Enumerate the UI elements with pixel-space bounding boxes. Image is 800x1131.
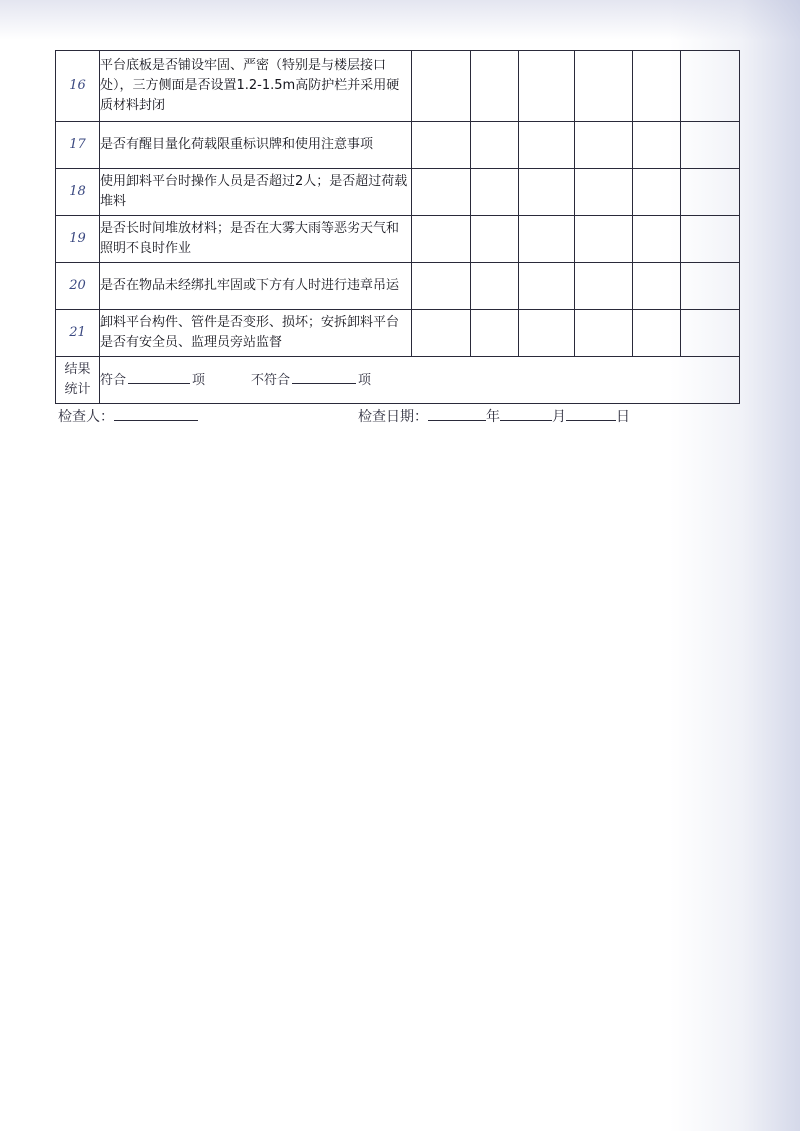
check-cell[interactable] <box>575 122 633 169</box>
check-cell[interactable] <box>412 216 471 263</box>
table-row <box>56 169 740 216</box>
check-cell[interactable] <box>471 263 519 310</box>
item-content: 是否在物品未经绑扎牢固或下方有人时进行违章吊运 <box>100 263 412 310</box>
check-cell[interactable] <box>633 169 681 216</box>
table-row <box>56 310 740 357</box>
check-cell[interactable] <box>519 216 575 263</box>
item-number: 17 <box>56 122 100 169</box>
result-label <box>56 357 100 404</box>
check-cell[interactable] <box>519 122 575 169</box>
check-cell[interactable] <box>471 310 519 357</box>
check-cell[interactable] <box>633 310 681 357</box>
table-row <box>56 51 740 122</box>
year-blank[interactable] <box>428 406 486 421</box>
item-number: 19 <box>56 216 100 263</box>
month-blank[interactable] <box>500 406 552 421</box>
check-cell[interactable] <box>471 122 519 169</box>
item-content: 使用卸料平台时操作人员是否超过2人；是否超过荷载堆料 <box>100 169 412 216</box>
check-cell[interactable] <box>519 51 575 122</box>
date-label: 检查日期： <box>358 409 428 425</box>
check-cell[interactable] <box>575 216 633 263</box>
check-cell[interactable] <box>519 169 575 216</box>
item-number: 18 <box>56 169 100 216</box>
check-cell[interactable] <box>471 51 519 122</box>
item-number: 16 <box>56 51 100 122</box>
item-number: 20 <box>56 263 100 310</box>
remark-cell[interactable] <box>681 263 740 310</box>
table-row <box>56 122 740 169</box>
check-cell[interactable] <box>412 51 471 122</box>
item-content: 是否有醒目量化荷载限重标识牌和使用注意事项 <box>100 122 412 169</box>
item-number: 21 <box>56 310 100 357</box>
day-label: 日 <box>616 409 630 425</box>
table-row <box>56 216 740 263</box>
conform-unit: 项 <box>192 373 206 388</box>
check-cell[interactable] <box>412 310 471 357</box>
remark-cell[interactable] <box>681 51 740 122</box>
item-content: 是否长时间堆放材料；是否在大雾大雨等恶劣天气和照明不良时作业 <box>100 216 412 263</box>
check-cell[interactable] <box>633 216 681 263</box>
result-summary-row <box>56 357 740 404</box>
inspector-field <box>58 406 198 426</box>
remark-cell[interactable] <box>681 122 740 169</box>
check-cell[interactable] <box>633 51 681 122</box>
scan-shadow-top <box>0 0 800 40</box>
check-cell[interactable] <box>519 263 575 310</box>
check-cell[interactable] <box>633 122 681 169</box>
inspection-date-field <box>358 406 630 426</box>
remark-cell[interactable] <box>681 216 740 263</box>
month-label: 月 <box>552 409 566 425</box>
result-label-line1: 结果 <box>64 362 91 377</box>
check-cell[interactable] <box>519 310 575 357</box>
year-label: 年 <box>486 409 500 425</box>
check-cell[interactable] <box>575 263 633 310</box>
nonconform-unit: 项 <box>358 373 372 388</box>
day-blank[interactable] <box>566 406 616 421</box>
result-label-line2: 统计 <box>64 382 91 397</box>
remark-cell[interactable] <box>681 169 740 216</box>
check-cell[interactable] <box>633 263 681 310</box>
conform-count-blank[interactable] <box>128 369 190 384</box>
remark-cell[interactable] <box>681 310 740 357</box>
check-cell[interactable] <box>471 216 519 263</box>
check-cell[interactable] <box>471 169 519 216</box>
inspector-blank[interactable] <box>114 406 198 421</box>
check-cell[interactable] <box>575 169 633 216</box>
check-cell[interactable] <box>412 263 471 310</box>
nonconform-label: 不符合 <box>251 373 291 388</box>
check-cell[interactable] <box>412 122 471 169</box>
inspection-checklist-table <box>55 50 740 404</box>
item-content: 卸料平台构件、管件是否变形、损坏；安拆卸料平台是否有安全员、监理员旁站监督 <box>100 310 412 357</box>
inspector-label: 检查人： <box>58 409 114 425</box>
conform-label: 符合 <box>100 373 127 388</box>
nonconform-count-blank[interactable] <box>292 369 356 384</box>
result-summary <box>100 357 740 404</box>
check-cell[interactable] <box>412 169 471 216</box>
table-row <box>56 263 740 310</box>
item-content: 平台底板是否铺设牢固、严密（特别是与楼层接口处），三方侧面是否设置1.2-1.5m高防护栏并采用硬质材料封闭 <box>100 51 412 122</box>
check-cell[interactable] <box>575 51 633 122</box>
check-cell[interactable] <box>575 310 633 357</box>
